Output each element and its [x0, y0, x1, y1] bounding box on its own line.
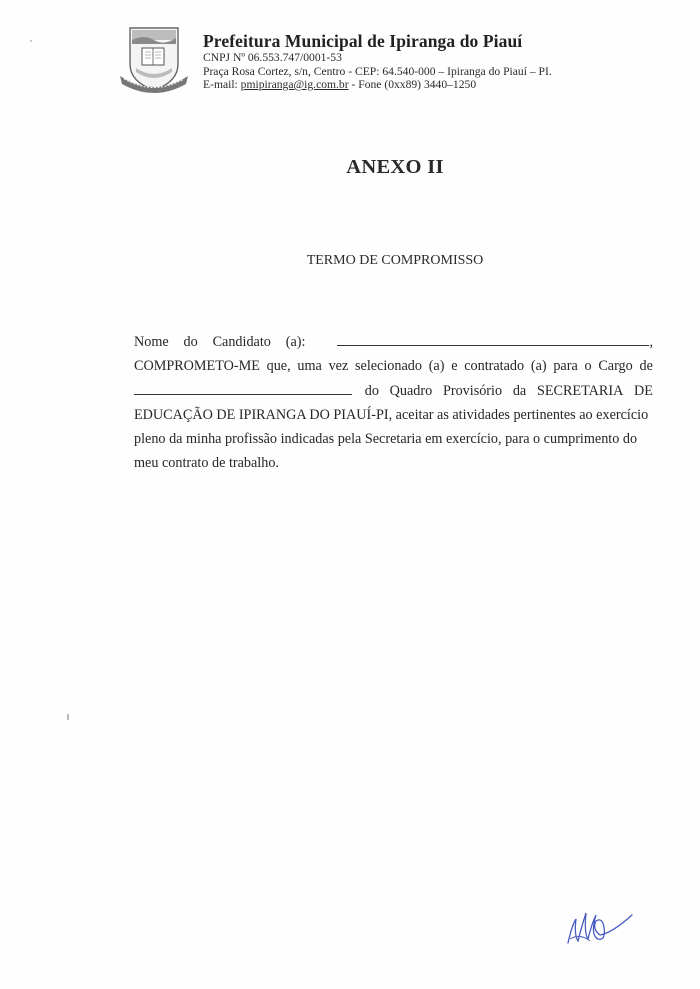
word: Candidato — [212, 334, 271, 350]
handwritten-signature-icon — [560, 895, 640, 955]
scan-artifact — [67, 714, 69, 720]
cnpj: CNPJ Nº 06.553.747/0001-53 — [203, 51, 342, 64]
address: Praça Rosa Cortez, s/n, Centro - CEP: 64.540-000 – Ipiranga do Piauí – PI. — [203, 64, 552, 78]
word: e — [451, 358, 458, 375]
annex-title: ANEXO II — [346, 156, 444, 178]
body-line-5: pleno da minha profissão indicadas pela Secretaria em exercício, para o cumprimento do — [134, 431, 638, 448]
commitment-line — [134, 354, 653, 378]
word: COMPROMETO-ME — [134, 358, 260, 375]
word: que, — [266, 358, 291, 375]
word: Cargo — [598, 358, 633, 375]
body-line-4: EDUCAÇÃO DE IPIRANGA DO PIAUÍ-PI, aceitar as atividades pertinentes ao exercício — [134, 406, 649, 423]
candidate-name-line — [134, 330, 653, 354]
candidate-name-blank[interactable] — [337, 333, 649, 346]
letterhead — [203, 31, 552, 92]
email-label: E-mail: — [203, 78, 241, 91]
word: (a): — [285, 334, 306, 350]
document-subtitle: TERMO DE COMPROMISSO — [306, 253, 484, 268]
word: Nome — [134, 334, 169, 350]
word: para — [553, 358, 578, 375]
name-blank-group — [286, 330, 653, 354]
word: (a) — [428, 358, 445, 375]
scan-artifact — [30, 40, 32, 42]
cargo-blank[interactable] — [134, 382, 352, 395]
org-name: Prefeitura Municipal de Ipiranga do Piauí — [203, 31, 523, 51]
word: o — [584, 358, 592, 375]
commitment-paragraph — [134, 330, 653, 476]
municipal-crest-icon — [118, 24, 190, 96]
word: DE — [634, 382, 653, 399]
comma: , — [649, 334, 653, 350]
body-line-6: meu contrato de trabalho. — [134, 455, 279, 472]
word: da — [512, 382, 527, 399]
phone: - Fone (0xx89) 3440–1250 — [348, 78, 477, 91]
word: Quadro — [389, 382, 433, 399]
word: do — [364, 382, 379, 399]
contact-line — [203, 78, 552, 92]
word: selecionado — [355, 358, 422, 375]
word: vez — [328, 358, 349, 375]
word: do — [183, 334, 198, 350]
word: contratado — [464, 358, 525, 375]
word: de — [639, 358, 653, 375]
word: Provisório — [442, 382, 503, 399]
cargo-line — [134, 379, 653, 403]
word: SECRETARIA — [536, 382, 624, 399]
word: (a) — [530, 358, 547, 375]
word: uma — [297, 358, 322, 375]
email-link[interactable]: pmipiranga@ig.com.br — [240, 78, 349, 91]
